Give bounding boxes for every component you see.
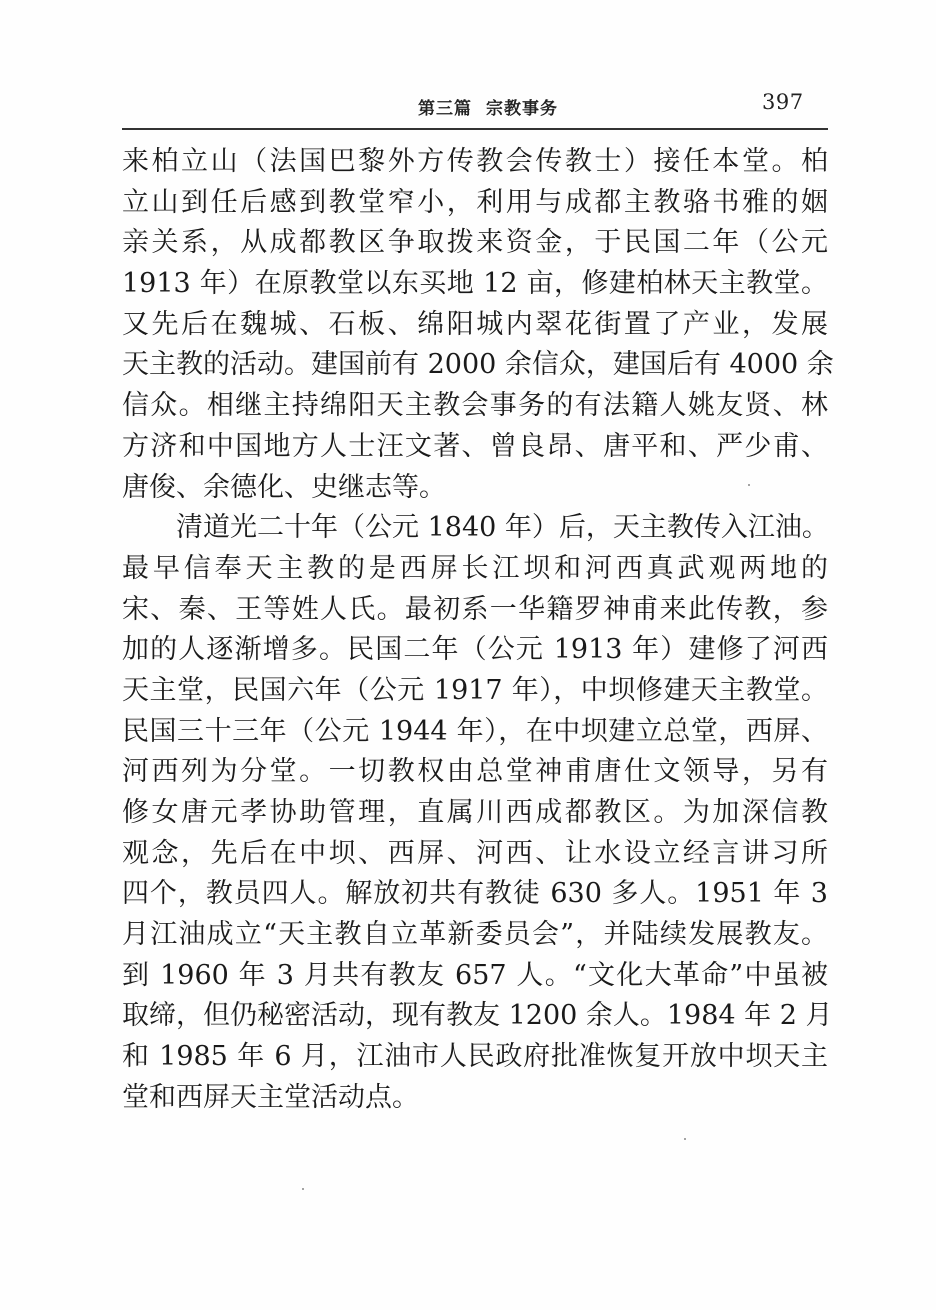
text-line: 天主堂，民国六年（公元 1917 年），中坝修建天主教堂。 xyxy=(122,674,828,706)
text-line: 和 1985 年 6 月，江油市人民政府批准恢复开放中坝天主 xyxy=(122,1041,828,1073)
text-line: 河西列为分堂。一切教权由总堂神甫唐仕文领导，另有 xyxy=(122,756,828,788)
text-line: 1913 年）在原教堂以东买地 12 亩，修建柏林天主教堂。 xyxy=(122,268,828,300)
scan-speck xyxy=(748,484,750,486)
text-line: 天主教的活动。建国前有 2000 余信众，建国后有 4000 余 xyxy=(122,349,834,381)
text-line: 宋、秦、王等姓人氏。最初系一华籍罗神甫来此传教，参 xyxy=(122,593,828,625)
chapter-title: 第三篇 xyxy=(418,99,472,119)
text-line: 信众。相继主持绵阳天主教会事务的有法籍人姚友贤、林 xyxy=(122,390,828,422)
body-text xyxy=(122,142,834,1119)
text-line: 唐俊、余德化、史继志等。 xyxy=(122,471,446,503)
text-line: 四个，教员四人。解放初共有教徒 630 多人。1951 年 3 xyxy=(122,878,828,910)
text-line: 清道光二十年（公元 1840 年）后，天主教传入江油。 xyxy=(122,512,829,544)
text-line: 月江油成立“天主教自立革新委员会”，并陆续发展教友。 xyxy=(122,919,828,951)
paragraph-1 xyxy=(122,142,834,508)
text-line: 最早信奉天主教的是西屏长江坝和河西真武观两地的 xyxy=(122,552,828,584)
text-line: 观念，先后在中坝、西屏、河西、让水设立经言讲习所 xyxy=(122,837,828,869)
text-line: 堂和西屏天主堂活动点。 xyxy=(122,1081,419,1113)
text-line: 亲关系，从成都教区争取拨来资金，于民国二年（公元 xyxy=(122,227,828,259)
text-line: 又先后在魏城、石板、绵阳城内翠花街置了产业，发展 xyxy=(122,308,828,340)
section-title: 宗教事务 xyxy=(486,99,558,119)
text-line: 民国三十三年（公元 1944 年），在中坝建立总堂，西屏、 xyxy=(122,715,828,747)
text-line: 到 1960 年 3 月共有教友 657 人。“文化大革命”中虽被 xyxy=(122,959,828,991)
text-line: 方济和中国地方人士汪文著、曾良昂、唐平和、严少甫、 xyxy=(122,430,828,462)
text-line: 取缔，但仍秘密活动，现有教友 1200 余人。1984 年 2 月 xyxy=(122,1000,833,1032)
header-rule xyxy=(122,128,828,130)
scan-speck xyxy=(684,1138,686,1140)
text-line: 加的人逐渐增多。民国二年（公元 1913 年）建修了河西 xyxy=(122,634,828,666)
text-line: 立山到任后感到教堂窄小，利用与成都主教骆书雅的姻 xyxy=(122,186,828,218)
text-line: 来柏立山（法国巴黎外方传教会传教士）接任本堂。柏 xyxy=(122,146,828,177)
running-head xyxy=(418,94,558,119)
scan-speck xyxy=(302,1188,304,1190)
page-number: 397 xyxy=(762,90,804,114)
text-line: 修女唐元孝协助管理，直属川西成都教区。为加深信教 xyxy=(122,797,828,828)
paragraph-2 xyxy=(122,508,833,1118)
